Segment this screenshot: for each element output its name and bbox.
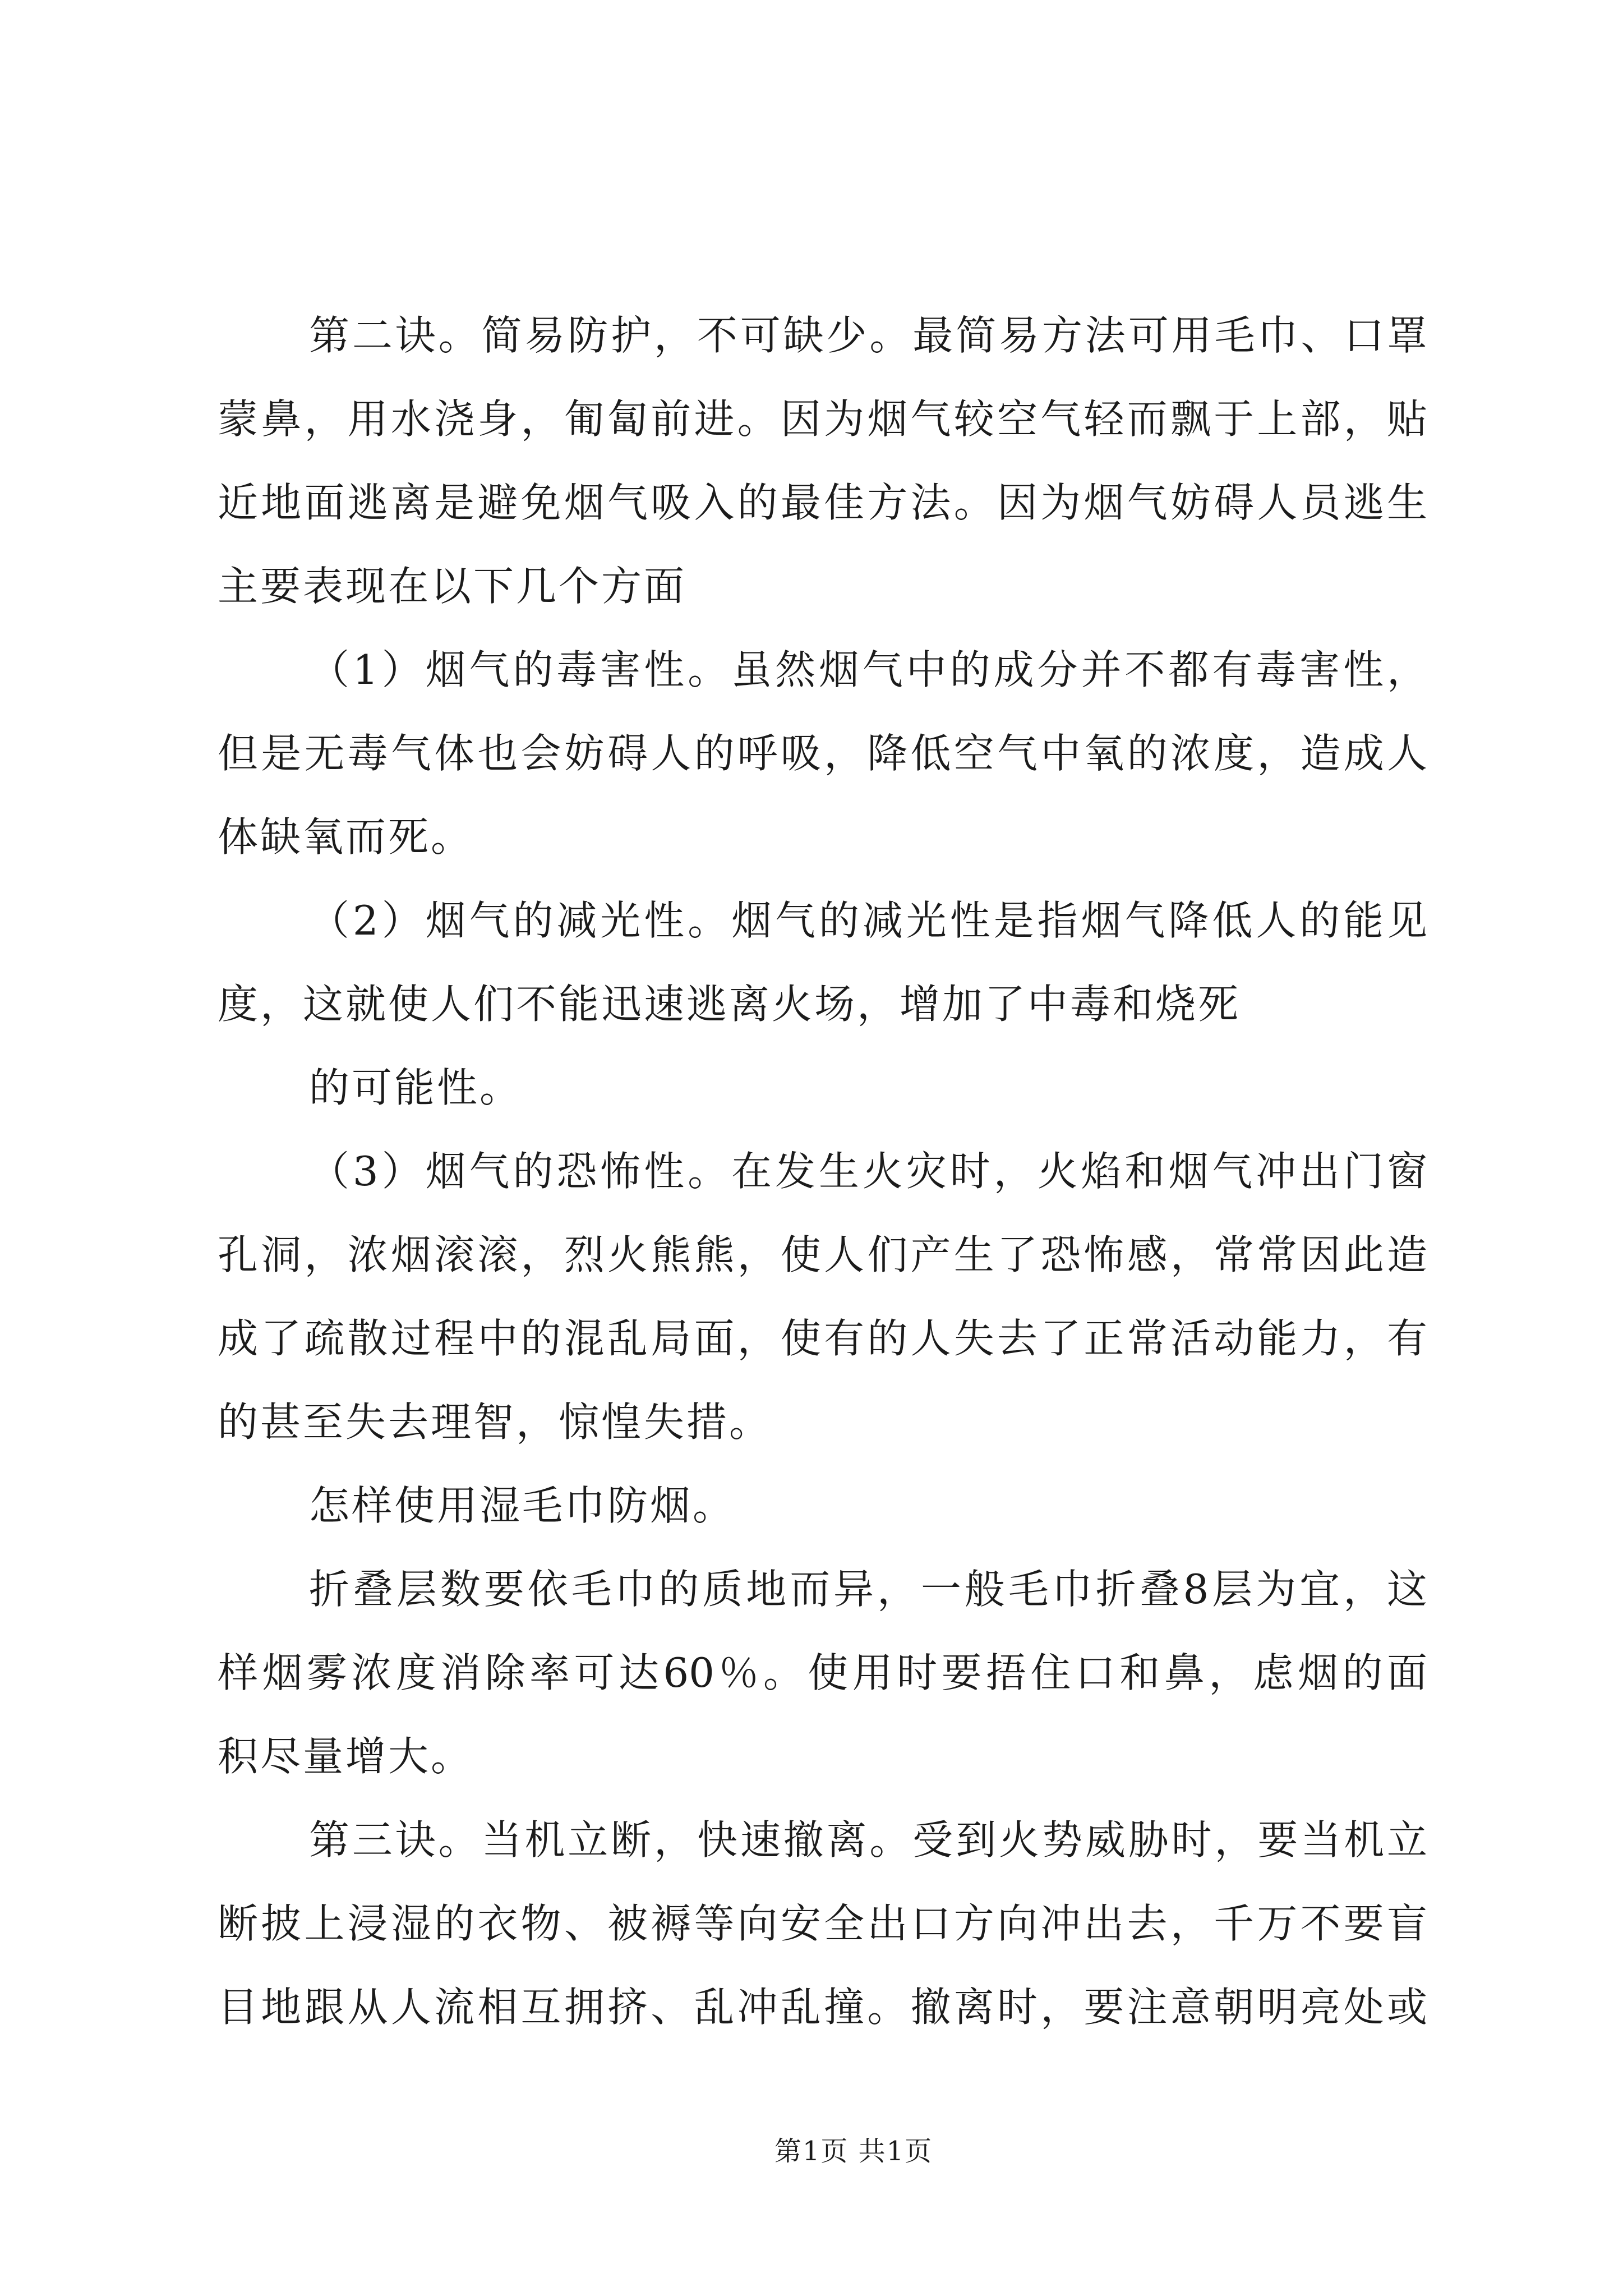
paragraph-smoke-toxicity (218, 628, 1427, 879)
paragraph-line: 蒙鼻，用水浇身，匍匐前进。因为烟气较空气轻而飘于上部，贴 (218, 395, 1427, 443)
paragraph-line: 孔洞，浓烟滚滚，烈火熊熊，使人们产生了恐怖感，常常因此造 (218, 1231, 1427, 1278)
paragraph-line: 怎样使用湿毛巾防烟。 (309, 1482, 736, 1529)
paragraph-smoke-light-reduction (218, 879, 1427, 1046)
paragraph-line: 积尽量增大。 (218, 1733, 474, 1780)
paragraph-possibility (218, 1046, 1427, 1130)
paragraph-smoke-terror (218, 1130, 1427, 1464)
paragraph-line: 的甚至失去理智，惊惶失措。 (218, 1398, 772, 1446)
paragraph-line: 第三诀。当机立断，快速撤离。受到火势威胁时，要当机立 (309, 1816, 1427, 1864)
paragraph-line: 近地面逃离是避免烟气吸入的最佳方法。因为烟气妨碍人员逃生 (218, 479, 1427, 526)
paragraph-line: 度，这就使人们不能迅速逃离火场，增加了中毒和烧死 (218, 981, 1241, 1028)
paragraph-line: 第二诀。简易防护，不可缺少。最简易方法可用毛巾、口罩 (309, 312, 1427, 359)
paragraph-wet-towel-heading (218, 1464, 1427, 1548)
paragraph-line: 折叠层数要依毛巾的质地而异，一般毛巾折叠8层为宜，这 (309, 1566, 1427, 1613)
paragraph-line: （2）烟气的减光性。烟气的减光性是指烟气降低人的能见 (309, 897, 1427, 944)
paragraph-line: 断披上浸湿的衣物、被褥等向安全出口方向冲出去，千万不要盲 (218, 1900, 1427, 1947)
paragraph-line: 成了疏散过程中的混乱局面，使有的人失去了正常活动能力，有 (218, 1315, 1427, 1362)
paragraph-line: 体缺氧而死。 (218, 813, 474, 861)
paragraph-line: 主要表现在以下几个方面 (218, 563, 687, 610)
paragraph-second-tip (218, 294, 1427, 628)
paragraph-line: （1）烟气的毒害性。虽然烟气中的成分并不都有毒害性， (309, 646, 1427, 693)
paragraph-line: 目地跟从人流相互拥挤、乱冲乱撞。撤离时，要注意朝明亮处或 (218, 1984, 1427, 2031)
paragraph-line: 的可能性。 (309, 1064, 523, 1111)
paragraph-line: 但是无毒气体也会妨碍人的呼吸，降低空气中氧的浓度，造成人 (218, 730, 1427, 777)
paragraph-line: 样烟雾浓度消除率可达60％。使用时要捂住口和鼻，虑烟的面 (218, 1649, 1427, 1696)
document-body (218, 294, 1427, 2049)
page-footer (0, 2132, 1623, 2171)
paragraph-third-tip (218, 1798, 1427, 2049)
page-number-label: 第1页 共1页 (774, 2136, 933, 2167)
paragraph-towel-folding (218, 1548, 1427, 1798)
paragraph-line: （3）烟气的恐怖性。在发生火灾时，火焰和烟气冲出门窗 (309, 1148, 1427, 1195)
